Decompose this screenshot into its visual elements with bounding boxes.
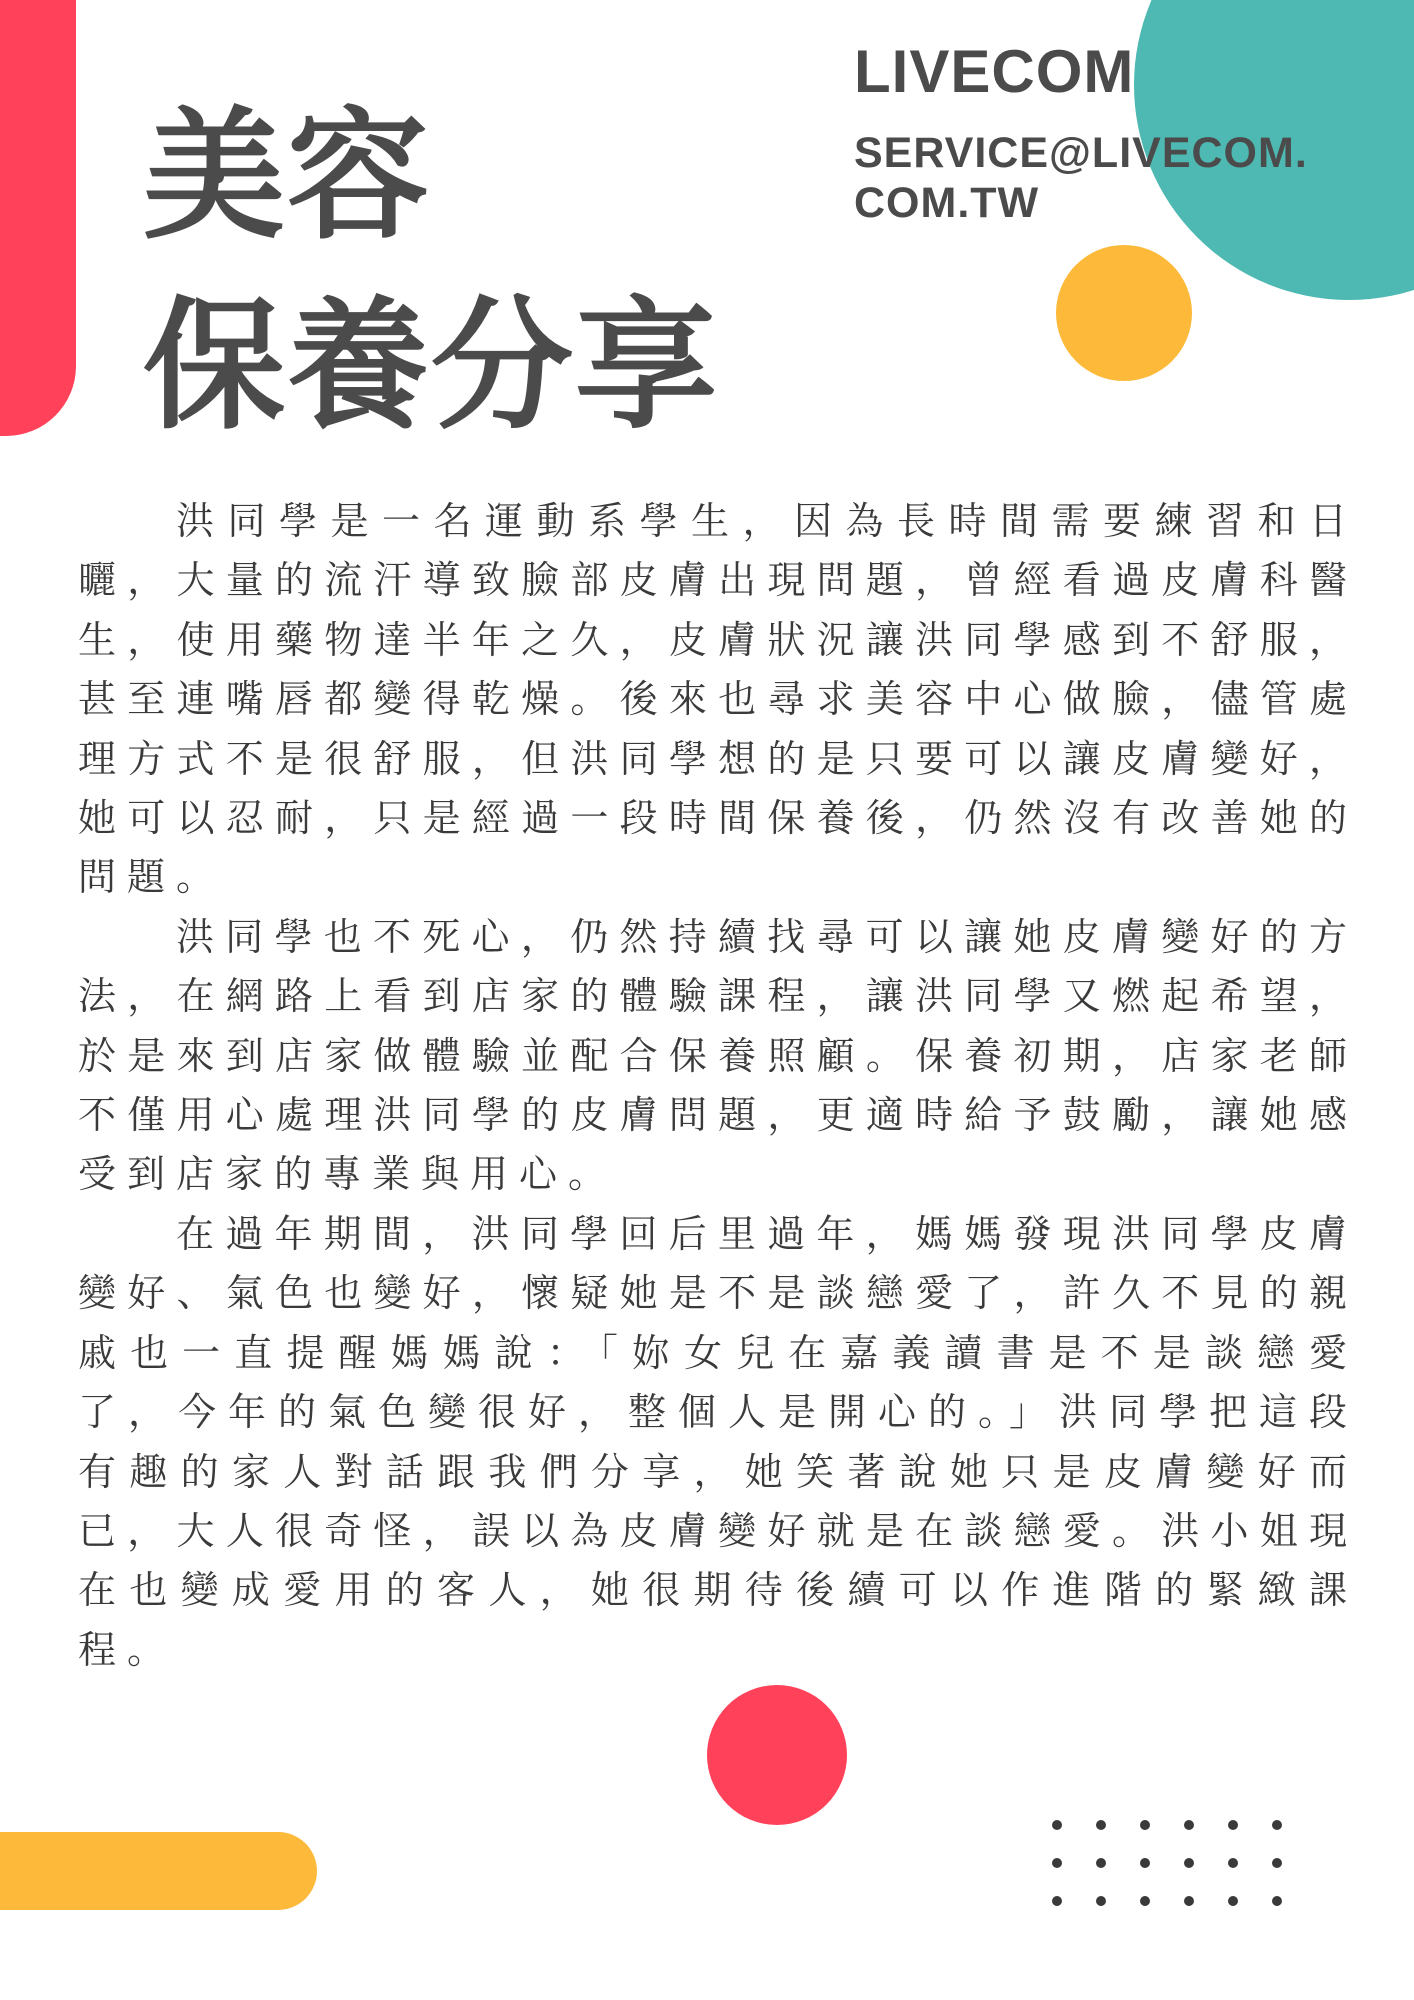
- yellow-circle-decoration: [1056, 245, 1192, 381]
- red-circle-decoration: [707, 1685, 847, 1825]
- paragraph-3: 在過年期間，洪同學回后里過年，媽媽發現洪同學皮膚變好、氣色也變好，懷疑她是不是談戀愛了，許久不見的親戚也一直提醒媽媽說：「妳女兒在嘉義讀書是不是談戀愛了，今年的氣色變很好，整個人是開心的。」洪同學把這段有趣的家人對話跟我們分享，她笑著說她只是皮膚變好而已，大人很奇怪，誤以為皮膚變好就是在談戀愛。洪小姐現在也變成愛用的客人，她很期待後續可以作進階的緊緻課程。: [78, 1211, 1358, 1672]
- brand-name: LIVECOM: [854, 38, 1135, 105]
- title-line-1: 美容: [143, 94, 431, 259]
- article-body: [78, 492, 1358, 1680]
- contact-email: [854, 128, 1308, 228]
- email-line-2: COM.TW: [854, 179, 1040, 227]
- paragraph-1: 洪同學是一名運動系學生，因為長時間需要練習和日曬，大量的流汗導致臉部皮膚出現問題，曾經看過皮膚科醫生，使用藥物達半年之久，皮膚狀況讓洪同學感到不舒服，甚至連嘴唇都變得乾燥。後來也尋求美容中心做臉，儘管處理方式不是很舒服，但洪同學想的是只要可以讓皮膚變好，她可以忍耐，只是經過一段時間保養後，仍然沒有改善她的問題。: [78, 499, 1358, 900]
- dot-grid-decoration: [1052, 1820, 1300, 1920]
- paragraph-2: 洪同學也不死心，仍然持續找尋可以讓她皮膚變好的方法，在網路上看到店家的體驗課程，讓洪同學又燃起希望，於是來到店家做體驗並配合保養照顧。保養初期，店家老師不僅用心處理洪同學的皮膚問題，更適時給予鼓勵，讓她感受到店家的專業與用心。: [78, 914, 1358, 1197]
- email-line-1: SERVICE@LIVECOM.: [854, 129, 1308, 177]
- red-corner-bar: [0, 0, 76, 436]
- yellow-bar-decoration: [0, 1832, 317, 1910]
- title-line-2: 保養分享: [143, 284, 719, 449]
- page-title: [143, 82, 719, 462]
